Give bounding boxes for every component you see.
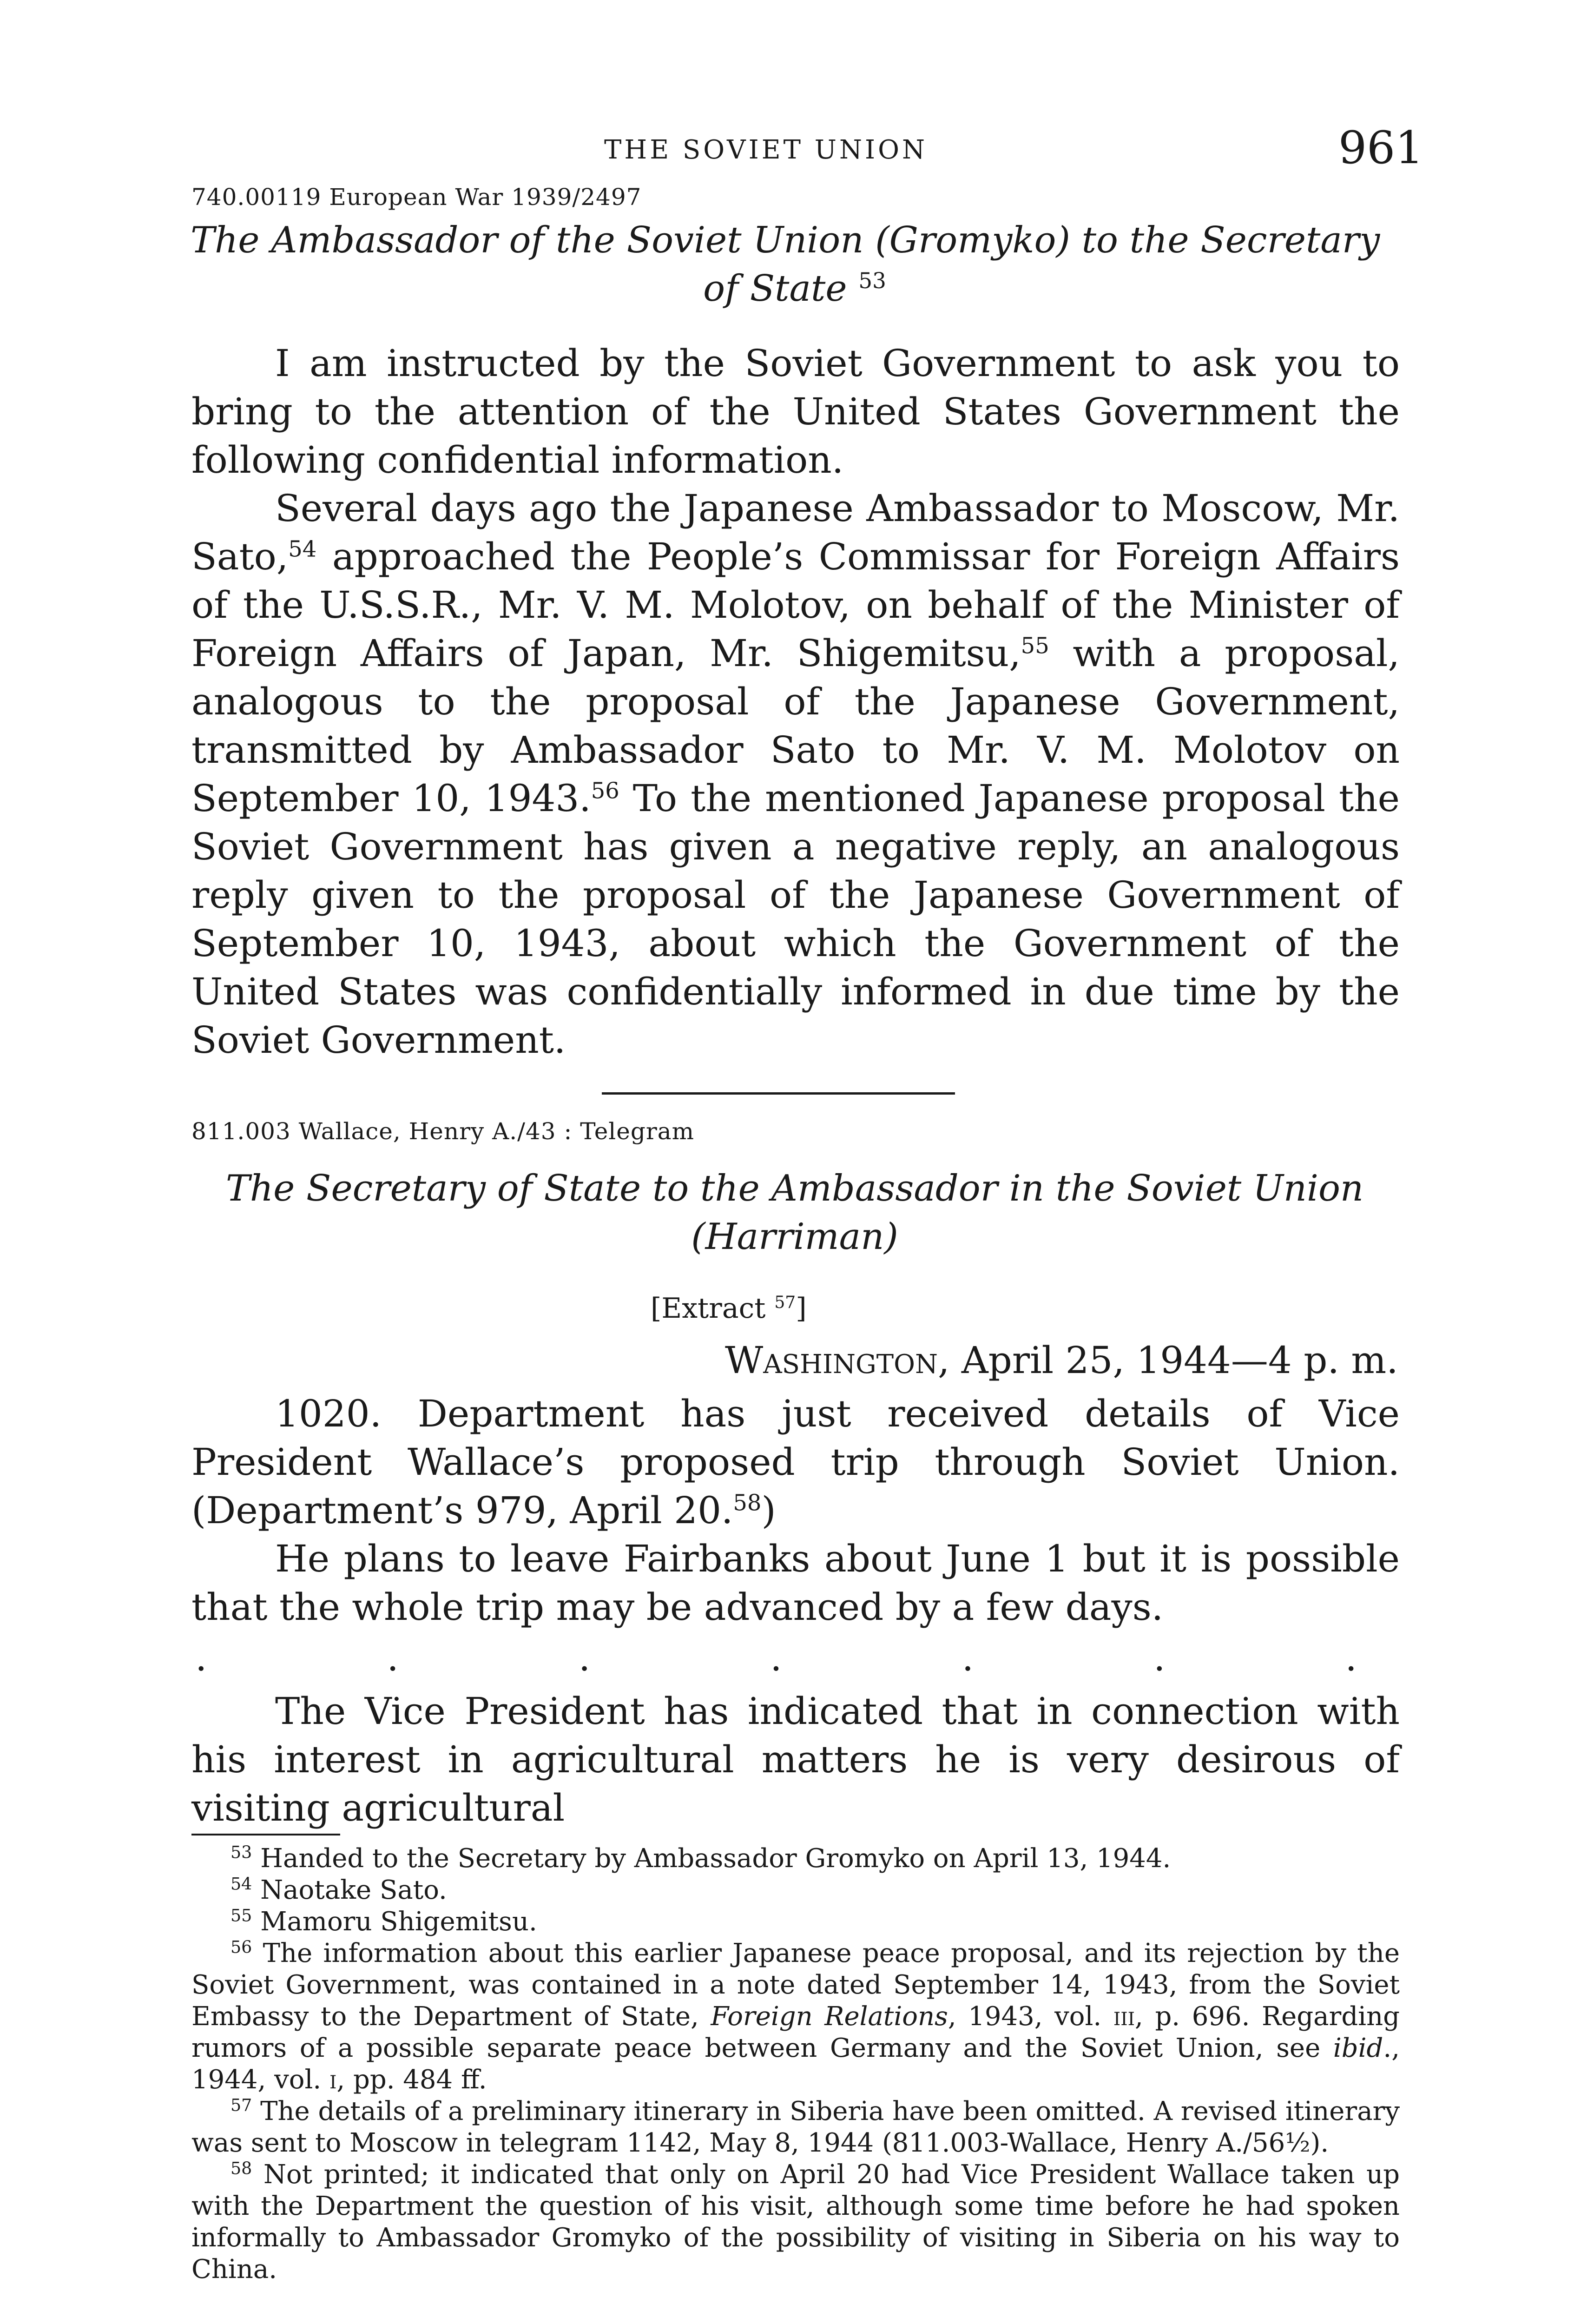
footnote-55: $^{55}$ Mamoru Shigemitsu.: [231, 1905, 537, 1937]
footnotes: [191, 1843, 1400, 2285]
doc1-paragraph-2: Several days ago the Japanese Ambassador to Moscow, Mr. Sato,$^{54}$ approached the People’s Commissar for Foreign Affairs of the U.S.S.R., Mr. V. M. Molotov, on behalf of the Minister of Foreign Affairs of Japan, Mr. Shigemitsu,$^{55}$ with a proposal, analogous to the proposal of the Japanese Government, transmitted by Ambassador Sato to Mr. V. M. Molotov on September 10, 1943.56 To the mentioned Japanese proposal the Soviet Government has given a negative reply, an analogous reply given to the proposal of the Japanese Government of September 10, 1943, about which the Government of the United States was confidentially informed in due time by the Soviet Government.: [191, 487, 1400, 1062]
doc2-body-continued: [191, 1687, 1400, 1832]
dateline-date: April 25, 1944—4 p. m.: [949, 1339, 1398, 1382]
footnote-ref-57: 57: [774, 1293, 796, 1312]
page-number: 961: [1338, 122, 1424, 174]
doc2-paragraph-1: 1020. Department has just received details of Vice President Wallace’s proposed trip through Soviet Union. (Department’s 979, April 20.58): [191, 1392, 1400, 1532]
footnote-rule: [191, 1834, 340, 1835]
footnote-ref-55: 55: [1021, 633, 1049, 659]
footnote-ref-54: 54: [288, 536, 317, 562]
running-title: THE SOVIET UNION: [604, 135, 928, 165]
doc1-title-line2: of State: [703, 268, 847, 310]
footnote-57: $^{57}$ The details of a preliminary itinerary in Siberia have been omitted. A revised itinerary was sent to Moscow in telegram 1142, May 8, 1944 (811.003-Wallace, Henry A./56½).: [191, 2095, 1400, 2158]
dateline-place: Washington,: [725, 1339, 950, 1382]
doc2-paragraph-2: He plans to leave Fairbanks about June 1 but it is possible that the whole trip may be advanced by a few days.: [191, 1537, 1400, 1629]
doc2-title: [191, 1164, 1399, 1261]
doc2-title-line2: (Harriman): [691, 1216, 898, 1258]
doc1-title: [191, 216, 1399, 313]
footnote-56: $^{56}$ The information about this earlier Japanese peace proposal, and its rejection by the Soviet Government, was contained in a note dated September 14, 1943, from the Soviet Embassy to the Department of State, Foreign Relations, 1943, vol. iii, p. 696. Regarding rumors of a possible separate peace between Germany and the Soviet Union, see ibid., 1944, vol. i, pp. 484 ff.: [191, 1937, 1400, 2095]
footnote-ref-58: 58: [733, 1490, 762, 1516]
doc2-paragraph-3: The Vice President has indicated that in connection with his interest in agricultural matters he is very desirous of visiting agricultural: [191, 1690, 1400, 1829]
extract-label: [Extract $^{57}$]: [651, 1292, 807, 1325]
footnote-ref-56: 56: [591, 778, 619, 804]
footnote-58: $^{58}$ Not printed; it indicated that only on April 20 had Vice President Wallace taken up with the Department the question of his visit, although some time before he had spoken informally to Ambassador Gromyko of the possibility of visiting in Siberia on his way to China.: [191, 2158, 1400, 2284]
doc1-paragraph-1: I am instructed by the Soviet Government to ask you to bring to the attention of the United States Government the following confidential information.: [191, 342, 1400, 482]
footnote-54: $^{54}$ Naotake Sato.: [231, 1874, 447, 1905]
section-divider: [602, 1092, 955, 1095]
doc1-title-line1: The Ambassador of the Soviet Union (Gromyko) to the Secretary: [191, 219, 1380, 261]
footnote-ref-53: 53: [858, 269, 886, 294]
omission-ellipsis: . . . . . . .: [195, 1636, 1357, 1679]
footnote-53: $^{53}$ Handed to the Secretary by Ambassador Gromyko on April 13, 1944.: [231, 1842, 1171, 1874]
dateline: [725, 1339, 1398, 1382]
doc2-file-reference: 811.003 Wallace, Henry A./43 : Telegram: [191, 1118, 694, 1145]
doc1-body: [191, 339, 1400, 1064]
doc2-title-line1: The Secretary of State to the Ambassador in the Soviet Union: [225, 1168, 1364, 1209]
doc2-body: [191, 1390, 1400, 1631]
doc1-file-reference: 740.00119 European War 1939/2497: [191, 184, 642, 211]
